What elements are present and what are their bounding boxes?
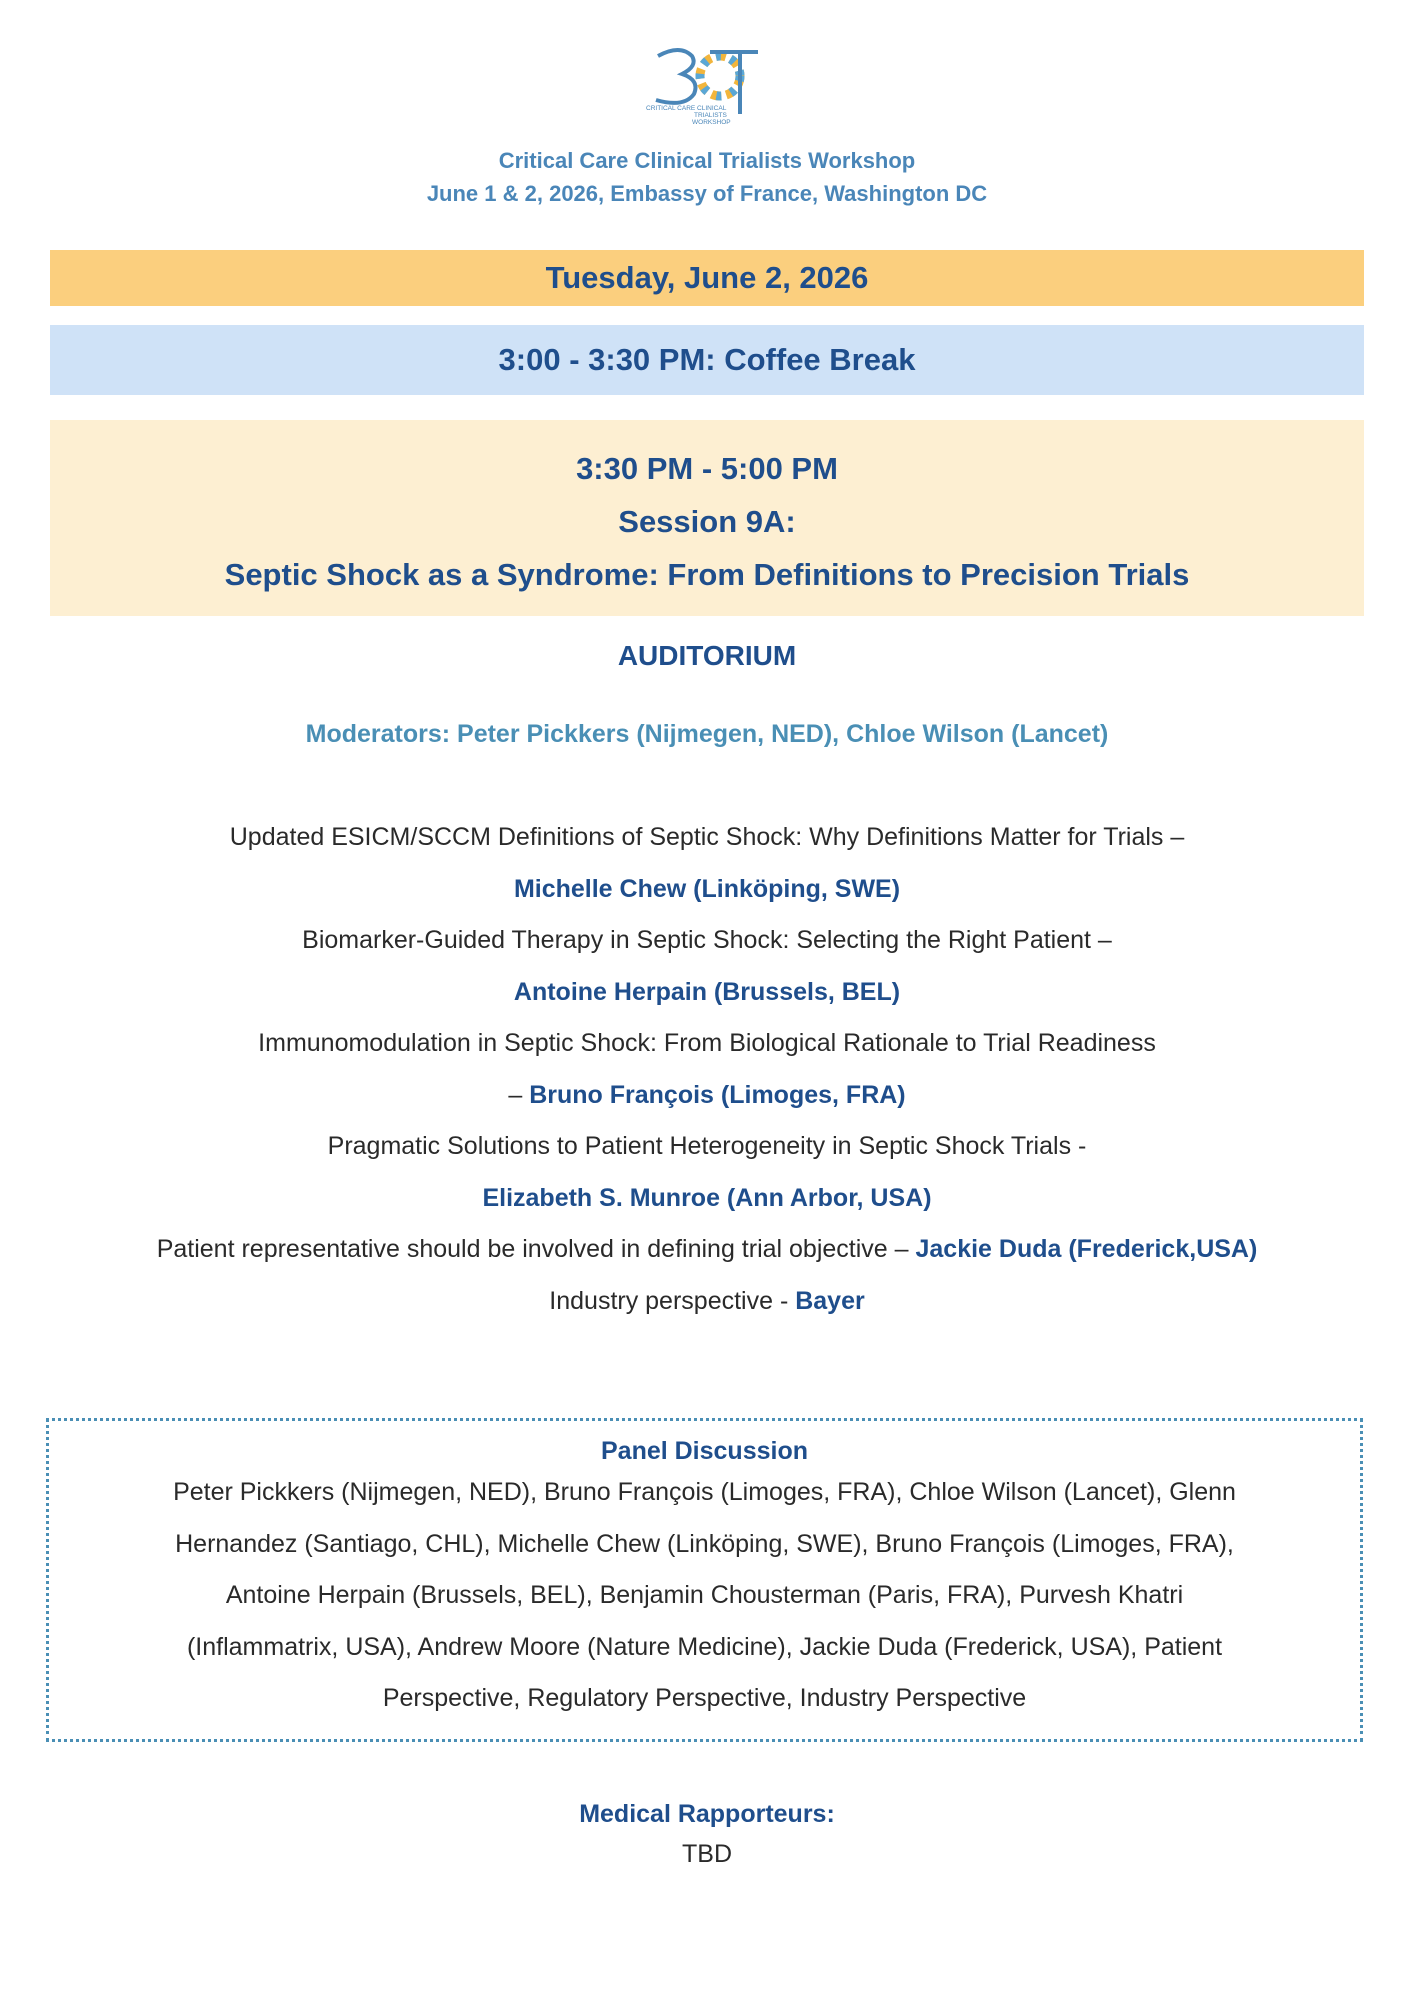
panel-title: Panel Discussion <box>600 1437 809 1465</box>
talk-title: Immunomodulation in Septic Shock: From Biological Rationale to Trial Readiness <box>258 1029 1156 1057</box>
talk-speaker-line <box>0 1070 1414 1122</box>
talk-speaker: Jackie Duda (Frederick,USA) <box>915 1235 1258 1263</box>
workshop-subtitle: June 1 & 2, 2026, Embassy of France, Washington DC <box>426 181 988 206</box>
coffee-break-banner: 3:00 - 3:30 PM: Coffee Break <box>50 325 1364 395</box>
talk-title: Updated ESICM/SCCM Definitions of Septic Shock: Why Definitions Matter for Trials – <box>229 823 1185 851</box>
talk-title: Industry perspective - <box>549 1286 796 1315</box>
workshop-logo <box>640 42 770 132</box>
panel-line: (Inflammatrix, USA), Andrew Moore (Nature Medicine), Jackie Duda (Frederick, USA), Patient <box>186 1632 1223 1661</box>
logo-line-1: CRITICAL CARE CLINICAL <box>646 105 727 112</box>
talk-list <box>0 812 1414 1327</box>
talk-title: Pragmatic Solutions to Patient Heterogeneity in Septic Shock Trials - <box>327 1132 1087 1160</box>
talk-title: Patient representative should be involved in defining trial objective – <box>156 1235 916 1263</box>
panel-members <box>49 1467 1360 1725</box>
day-banner: Tuesday, June 2, 2026 <box>50 250 1364 306</box>
session-title: Septic Shock as a Syndrome: From Definitions to Precision Trials <box>224 557 1190 592</box>
panel-discussion-box <box>46 1418 1363 1742</box>
logo-line-2: TRIALISTS <box>694 112 727 119</box>
session-name: Session 9A: <box>618 504 796 539</box>
logo-line-3: WORKSHOP <box>692 119 731 126</box>
talk-speaker: Antoine Herpain (Brussels, BEL) <box>513 977 901 1006</box>
panel-line: Peter Pickkers (Nijmegen, NED), Bruno François (Limoges, FRA), Chloe Wilson (Lancet), Glenn <box>173 1478 1236 1506</box>
talk-speaker: Michelle Chew (Linköping, SWE) <box>513 874 901 903</box>
rapporteurs-value: TBD <box>682 1840 732 1868</box>
speaker-prefix: – <box>508 1080 530 1109</box>
panel-line: Hernandez (Santiago, CHL), Michelle Chew (Linköping, SWE), Bruno François (Limoges, FRA), <box>175 1529 1234 1558</box>
talk-speaker: Bruno François (Limoges, FRA) <box>529 1080 906 1109</box>
talk-line <box>0 1276 1414 1328</box>
panel-line: Antoine Herpain (Brussels, BEL), Benjamin Chousterman (Paris, FRA), Purvesh Khatri <box>225 1581 1184 1609</box>
room-name: AUDITORIUM <box>617 640 797 671</box>
panel-line: Perspective, Regulatory Perspective, Industry Perspective <box>382 1684 1027 1712</box>
session-time: 3:30 PM - 5:00 PM <box>576 451 838 486</box>
talk-speaker: Bayer <box>795 1286 865 1315</box>
talk-line <box>0 1224 1414 1276</box>
workshop-title: Critical Care Clinical Trialists Workshop <box>498 148 916 173</box>
talk-speaker: Elizabeth S. Munroe (Ann Arbor, USA) <box>482 1183 932 1212</box>
moderators: Moderators: Peter Pickkers (Nijmegen, NED), Chloe Wilson (Lancet) <box>305 720 1109 748</box>
rapporteurs-title: Medical Rapporteurs: <box>579 1800 835 1828</box>
session-banner <box>50 420 1364 616</box>
talk-title: Biomarker-Guided Therapy in Septic Shock: Selecting the Right Patient – <box>302 926 1112 954</box>
